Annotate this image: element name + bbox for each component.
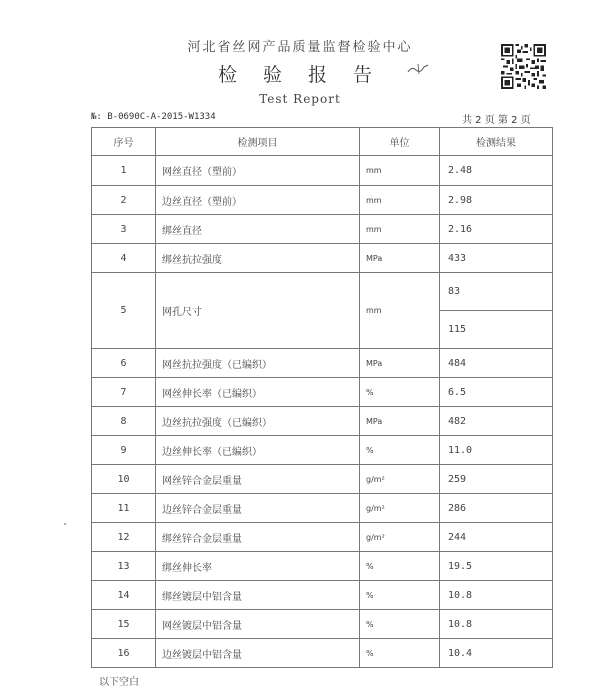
row-unit: % — [360, 552, 440, 581]
table-row — [92, 639, 553, 668]
row-item: 绑丝镀层中铝含量 — [156, 581, 360, 610]
row-no: 14 — [92, 581, 156, 610]
row-unit: % — [360, 639, 440, 668]
column-header-unit: 单位 — [360, 128, 440, 156]
row-unit: % — [360, 378, 440, 407]
row-result: 19.5 — [440, 552, 553, 581]
table-row — [92, 436, 553, 465]
row-item: 绑丝伸长率 — [156, 552, 360, 581]
row-no: 12 — [92, 523, 156, 552]
row-result: 83 — [440, 273, 553, 311]
row-result: 11.0 — [440, 436, 553, 465]
row-no: 15 — [92, 610, 156, 639]
report-title-cn: 检 验 报 告 — [217, 64, 383, 86]
table-row — [92, 581, 553, 610]
table-row — [92, 465, 553, 494]
row-no: 8 — [92, 407, 156, 436]
row-no: 1 — [92, 156, 156, 186]
row-unit: mm — [360, 156, 440, 186]
row-item: 绑丝抗拉强度 — [156, 244, 360, 273]
table-row — [92, 273, 553, 311]
table-row — [92, 215, 553, 244]
row-no: 16 — [92, 639, 156, 668]
row-no: 2 — [92, 186, 156, 215]
row-item: 绑丝直径 — [156, 215, 360, 244]
table-row — [92, 552, 553, 581]
row-item: 网丝锌合金层重量 — [156, 465, 360, 494]
row-item: 边丝直径（塑前） — [156, 186, 360, 215]
row-item: 网丝伸长率（已编织） — [156, 378, 360, 407]
row-result: 2.48 — [440, 156, 553, 186]
row-unit: % — [360, 436, 440, 465]
row-no: 4 — [92, 244, 156, 273]
row-result: 259 — [440, 465, 553, 494]
row-result: 10.4 — [440, 639, 553, 668]
table-row — [92, 407, 553, 436]
scan-speck — [64, 523, 66, 525]
row-item: 网丝镀层中铝含量 — [156, 610, 360, 639]
table-row — [92, 523, 553, 552]
table-row — [92, 378, 553, 407]
row-unit: MPa — [360, 244, 440, 273]
row-unit: mm — [360, 215, 440, 244]
row-result: 484 — [440, 349, 553, 378]
row-item: 边丝抗拉强度（已编织） — [156, 407, 360, 436]
row-result: 286 — [440, 494, 553, 523]
organization-name: 河北省丝网产品质量监督检验中心 — [187, 40, 413, 55]
row-result: 6.5 — [440, 378, 553, 407]
row-unit: mm — [360, 186, 440, 215]
table-row — [92, 610, 553, 639]
footer-note: 以下空白 — [99, 677, 139, 688]
row-item: 网丝直径（塑前） — [156, 156, 360, 186]
row-unit: g/m² — [360, 465, 440, 494]
row-result: 2.16 — [440, 215, 553, 244]
row-unit: g/m² — [360, 523, 440, 552]
table-row — [92, 156, 553, 186]
row-no: 5 — [92, 273, 156, 349]
row-unit: mm — [360, 273, 440, 349]
row-no: 6 — [92, 349, 156, 378]
row-unit: MPa — [360, 407, 440, 436]
row-item: 边丝伸长率（已编织） — [156, 436, 360, 465]
row-item: 网孔尺寸 — [156, 273, 360, 349]
row-result-2: 115 — [440, 311, 553, 349]
row-unit: g/m² — [360, 494, 440, 523]
row-result: 2.98 — [440, 186, 553, 215]
column-header-result: 检测结果 — [440, 128, 553, 156]
row-unit: % — [360, 610, 440, 639]
row-no: 10 — [92, 465, 156, 494]
row-result: 244 — [440, 523, 553, 552]
row-no: 7 — [92, 378, 156, 407]
table-header-row — [92, 128, 553, 156]
row-item: 网丝抗拉强度（已编织） — [156, 349, 360, 378]
table-row — [92, 186, 553, 215]
row-no: 9 — [92, 436, 156, 465]
results-table — [91, 127, 553, 668]
table-row — [92, 494, 553, 523]
report-number: №: B-0690C-A-2015-W1334 — [91, 112, 216, 122]
signature-mark — [406, 62, 430, 76]
row-result: 433 — [440, 244, 553, 273]
row-no: 11 — [92, 494, 156, 523]
row-item: 边丝锌合金层重量 — [156, 494, 360, 523]
report-title-en: Test Report — [259, 92, 341, 106]
row-result: 10.8 — [440, 581, 553, 610]
table-row — [92, 349, 553, 378]
row-unit: MPa — [360, 349, 440, 378]
row-item: 边丝镀层中铝含量 — [156, 639, 360, 668]
column-header-item: 检测项目 — [156, 128, 360, 156]
table-row — [92, 244, 553, 273]
row-unit: % — [360, 581, 440, 610]
row-result: 10.8 — [440, 610, 553, 639]
column-header-no: 序号 — [92, 128, 156, 156]
row-item: 绑丝锌合金层重量 — [156, 523, 360, 552]
row-no: 3 — [92, 215, 156, 244]
qr-code-icon — [501, 44, 546, 89]
page-info: 共 2 页 第 2 页 — [462, 115, 531, 126]
row-result: 482 — [440, 407, 553, 436]
row-no: 13 — [92, 552, 156, 581]
